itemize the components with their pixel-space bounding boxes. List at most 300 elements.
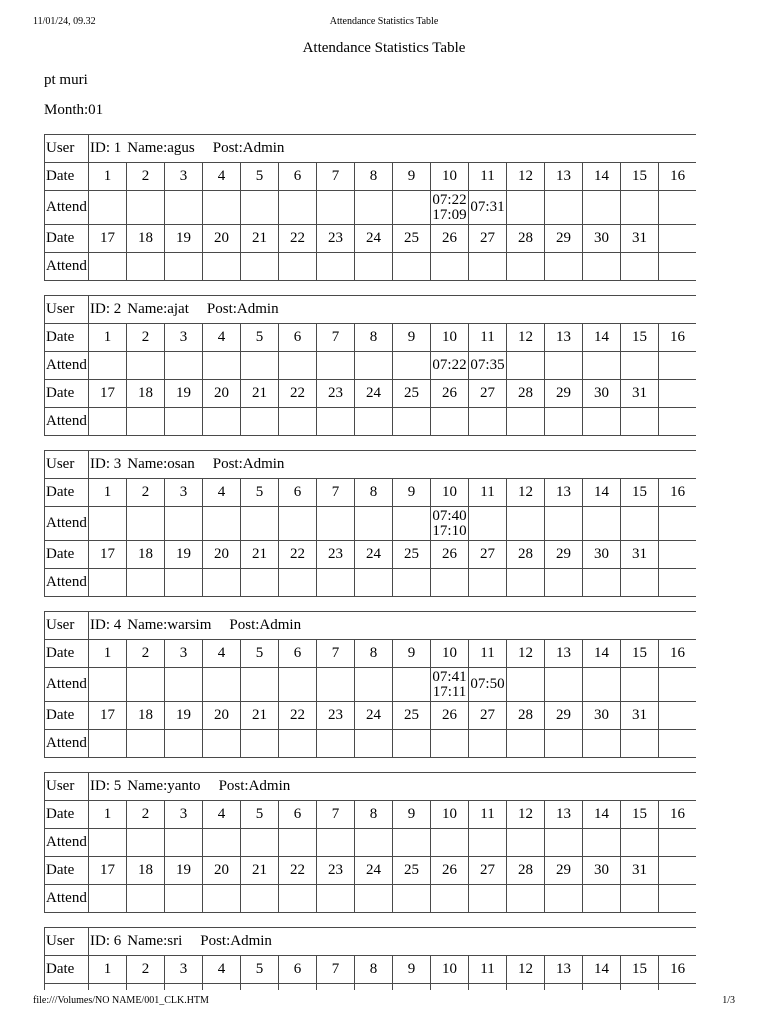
user-label: User	[45, 928, 89, 956]
attend-cell	[393, 253, 431, 281]
attend-cell	[469, 408, 507, 436]
attend-cell	[279, 253, 317, 281]
attend-cell	[317, 352, 355, 380]
user-attendance-table	[44, 450, 696, 597]
day-number: 31	[621, 857, 659, 885]
day-number: 15	[621, 324, 659, 352]
attend-cell	[241, 885, 279, 913]
attend-cell	[165, 885, 203, 913]
attend-cell	[583, 352, 621, 380]
attend-cell	[431, 352, 469, 380]
attend-cell	[203, 408, 241, 436]
day-number: 2	[127, 801, 165, 829]
print-datetime: 11/01/24, 09.32	[33, 16, 96, 27]
day-number: 8	[355, 324, 393, 352]
day-number: 26	[431, 857, 469, 885]
attend-cell	[621, 352, 659, 380]
attend-label: Attend	[45, 668, 89, 702]
day-number: 17	[89, 380, 127, 408]
attend-label: Attend	[45, 885, 89, 913]
attend-cell	[317, 253, 355, 281]
attend-cell	[279, 352, 317, 380]
attend-cell	[203, 507, 241, 541]
attend-cell	[469, 829, 507, 857]
attend-cell	[621, 507, 659, 541]
attend-cell	[355, 191, 393, 225]
day-number: 14	[583, 479, 621, 507]
attend-cell	[469, 885, 507, 913]
attend-cell	[317, 730, 355, 758]
day-number	[659, 702, 696, 730]
day-number: 23	[317, 541, 355, 569]
attend-cell	[127, 408, 165, 436]
attend-time: 07:40	[432, 507, 467, 524]
day-number: 3	[165, 956, 203, 984]
attend-cell	[317, 507, 355, 541]
day-number: 7	[317, 956, 355, 984]
date-label: Date	[45, 163, 89, 191]
day-number: 21	[241, 225, 279, 253]
day-number: 6	[279, 479, 317, 507]
attend-cell	[241, 668, 279, 702]
day-number	[659, 380, 696, 408]
day-number: 28	[507, 702, 545, 730]
attend-cell	[89, 829, 127, 857]
attend-cell	[355, 984, 393, 990]
day-number: 10	[431, 640, 469, 668]
attend-cell	[165, 730, 203, 758]
day-number: 1	[89, 324, 127, 352]
user-attendance-table	[44, 134, 696, 281]
attend-cell	[431, 829, 469, 857]
day-number: 10	[431, 163, 469, 191]
day-number: 11	[469, 163, 507, 191]
day-number: 13	[545, 163, 583, 191]
attend-cell	[127, 984, 165, 990]
attend-cell	[431, 191, 469, 225]
attend-cell	[659, 829, 696, 857]
day-number: 21	[241, 702, 279, 730]
day-number: 17	[89, 541, 127, 569]
attend-cell	[659, 569, 696, 597]
attend-time: 17:09	[432, 206, 467, 223]
day-number: 12	[507, 640, 545, 668]
day-number: 16	[659, 163, 696, 191]
user-label: User	[45, 451, 89, 479]
attend-cell	[545, 253, 583, 281]
attend-time: 07:31	[470, 199, 505, 215]
attend-cell	[279, 507, 317, 541]
attend-cell	[279, 984, 317, 990]
day-number: 29	[545, 702, 583, 730]
attend-cell	[393, 668, 431, 702]
user-info	[89, 451, 696, 479]
day-number: 15	[621, 163, 659, 191]
date-label: Date	[45, 857, 89, 885]
attend-cell	[621, 253, 659, 281]
day-number: 24	[355, 380, 393, 408]
day-number: 20	[203, 380, 241, 408]
attend-label: Attend	[45, 191, 89, 225]
attend-cell	[659, 253, 696, 281]
day-number: 7	[317, 479, 355, 507]
day-number	[659, 857, 696, 885]
day-number: 19	[165, 702, 203, 730]
attend-time: 07:22	[432, 357, 467, 373]
attend-cell	[659, 507, 696, 541]
attend-cell	[89, 730, 127, 758]
attend-cell	[241, 352, 279, 380]
attend-cell	[431, 569, 469, 597]
day-number: 25	[393, 702, 431, 730]
attend-label: Attend	[45, 569, 89, 597]
user-info	[89, 296, 696, 324]
attend-time: 07:50	[470, 676, 505, 692]
day-number: 6	[279, 163, 317, 191]
attend-cell	[89, 507, 127, 541]
user-name: Name:yanto	[127, 778, 201, 794]
day-number: 21	[241, 857, 279, 885]
day-number: 20	[203, 857, 241, 885]
attend-cell	[165, 829, 203, 857]
day-number: 12	[507, 163, 545, 191]
attend-cell	[431, 885, 469, 913]
day-number: 7	[317, 801, 355, 829]
attend-cell	[89, 668, 127, 702]
day-number	[659, 225, 696, 253]
day-number: 3	[165, 479, 203, 507]
attend-cell	[355, 507, 393, 541]
attend-cell	[241, 191, 279, 225]
day-number: 4	[203, 801, 241, 829]
attend-cell	[545, 984, 583, 990]
day-number: 8	[355, 163, 393, 191]
user-attendance-table	[44, 295, 696, 436]
attend-cell	[545, 730, 583, 758]
day-number: 23	[317, 857, 355, 885]
attend-cell	[507, 408, 545, 436]
attend-cell	[507, 507, 545, 541]
day-number: 5	[241, 801, 279, 829]
attend-cell	[507, 569, 545, 597]
day-number: 27	[469, 225, 507, 253]
day-number: 5	[241, 163, 279, 191]
day-number: 8	[355, 801, 393, 829]
attend-cell	[127, 569, 165, 597]
day-number: 2	[127, 479, 165, 507]
day-number: 22	[279, 857, 317, 885]
attend-cell	[621, 730, 659, 758]
day-number: 19	[165, 857, 203, 885]
attend-cell	[165, 191, 203, 225]
attend-cell	[431, 668, 469, 702]
day-number: 30	[583, 225, 621, 253]
day-number: 11	[469, 324, 507, 352]
attend-cell	[659, 352, 696, 380]
user-name: Name:ajat	[127, 301, 189, 317]
attend-time: 17:11	[432, 683, 467, 700]
day-number: 24	[355, 541, 393, 569]
attend-cell	[583, 191, 621, 225]
attend-cell	[431, 730, 469, 758]
attend-cell	[165, 507, 203, 541]
attend-cell	[203, 668, 241, 702]
attend-cell	[241, 408, 279, 436]
attend-cell	[545, 668, 583, 702]
day-number: 2	[127, 163, 165, 191]
user-attendance-table	[44, 927, 696, 990]
day-number: 29	[545, 857, 583, 885]
attend-cell	[165, 253, 203, 281]
company-name: pt muri	[44, 72, 88, 88]
attend-cell	[583, 984, 621, 990]
day-number: 28	[507, 541, 545, 569]
date-label: Date	[45, 225, 89, 253]
user-attendance-table	[44, 611, 696, 758]
attend-cell	[507, 829, 545, 857]
attend-cell	[89, 352, 127, 380]
attend-label: Attend	[45, 408, 89, 436]
day-number: 12	[507, 801, 545, 829]
attend-cell	[621, 829, 659, 857]
attend-cell	[507, 352, 545, 380]
day-number: 24	[355, 857, 393, 885]
day-number: 11	[469, 956, 507, 984]
attend-cell	[317, 668, 355, 702]
print-header-title: Attendance Statistics Table	[329, 16, 439, 27]
day-number: 14	[583, 801, 621, 829]
day-number: 12	[507, 479, 545, 507]
day-number: 29	[545, 380, 583, 408]
day-number: 10	[431, 801, 469, 829]
user-post: Post:Admin	[200, 933, 272, 949]
attend-cell	[165, 668, 203, 702]
attend-cell	[317, 829, 355, 857]
day-number	[659, 541, 696, 569]
user-info	[89, 773, 696, 801]
attend-cell	[89, 569, 127, 597]
day-number: 3	[165, 640, 203, 668]
attend-cell	[621, 569, 659, 597]
day-number: 29	[545, 541, 583, 569]
day-number: 14	[583, 640, 621, 668]
attend-cell	[355, 408, 393, 436]
day-number: 2	[127, 956, 165, 984]
attend-label: Attend	[45, 253, 89, 281]
attend-cell	[127, 253, 165, 281]
page-number: 1/3	[722, 995, 735, 1006]
attend-cell	[621, 408, 659, 436]
attend-cell	[127, 191, 165, 225]
day-number: 9	[393, 163, 431, 191]
attend-cell	[545, 885, 583, 913]
day-number: 18	[127, 541, 165, 569]
user-id: ID: 6	[90, 933, 122, 949]
day-number: 11	[469, 801, 507, 829]
attend-cell	[659, 668, 696, 702]
attend-cell	[355, 352, 393, 380]
attend-time: 07:35	[470, 357, 505, 373]
day-number: 22	[279, 702, 317, 730]
day-number: 11	[469, 479, 507, 507]
user-name: Name:osan	[127, 456, 195, 472]
day-number: 25	[393, 541, 431, 569]
day-number: 19	[165, 380, 203, 408]
user-attendance-table	[44, 772, 696, 913]
day-number: 31	[621, 225, 659, 253]
day-number: 25	[393, 857, 431, 885]
user-post: Post:Admin	[212, 140, 285, 156]
attend-cell	[203, 885, 241, 913]
day-number: 16	[659, 479, 696, 507]
attend-cell	[165, 569, 203, 597]
date-label: Date	[45, 324, 89, 352]
attend-cell	[583, 885, 621, 913]
attend-cell	[203, 984, 241, 990]
day-number: 31	[621, 380, 659, 408]
day-number: 20	[203, 541, 241, 569]
day-number: 31	[621, 541, 659, 569]
day-number: 15	[621, 801, 659, 829]
day-number: 5	[241, 640, 279, 668]
attend-cell	[659, 408, 696, 436]
day-number: 16	[659, 324, 696, 352]
day-number: 26	[431, 380, 469, 408]
attend-cell	[165, 352, 203, 380]
attend-cell	[127, 352, 165, 380]
attend-cell	[393, 569, 431, 597]
date-label: Date	[45, 801, 89, 829]
day-number: 21	[241, 380, 279, 408]
user-post: Post:Admin	[212, 456, 285, 472]
day-number: 28	[507, 225, 545, 253]
attend-cell	[203, 191, 241, 225]
attend-cell	[355, 885, 393, 913]
attend-cell	[203, 253, 241, 281]
day-number: 4	[203, 640, 241, 668]
month-label: Month:01	[44, 102, 104, 118]
attend-cell	[127, 885, 165, 913]
attend-time: 07:22	[432, 191, 467, 208]
attend-cell	[203, 730, 241, 758]
day-number: 30	[583, 541, 621, 569]
attend-cell	[583, 408, 621, 436]
attend-cell	[241, 569, 279, 597]
user-info	[89, 928, 696, 956]
day-number: 19	[165, 225, 203, 253]
day-number: 9	[393, 956, 431, 984]
user-info	[89, 135, 696, 163]
day-number: 13	[545, 640, 583, 668]
attend-cell	[507, 191, 545, 225]
attend-cell	[659, 984, 696, 990]
attend-cell	[393, 408, 431, 436]
attend-cell	[317, 984, 355, 990]
day-number: 5	[241, 479, 279, 507]
attend-label: Attend	[45, 352, 89, 380]
attend-cell	[241, 829, 279, 857]
attend-cell	[89, 253, 127, 281]
day-number: 1	[89, 163, 127, 191]
user-name: Name:warsim	[127, 617, 212, 633]
attend-time: 17:10	[432, 522, 467, 539]
day-number: 18	[127, 380, 165, 408]
attend-cell	[621, 885, 659, 913]
attend-cell	[507, 253, 545, 281]
day-number: 5	[241, 956, 279, 984]
attend-cell	[583, 569, 621, 597]
day-number: 30	[583, 702, 621, 730]
day-number: 10	[431, 324, 469, 352]
attend-cell	[279, 569, 317, 597]
day-number: 20	[203, 702, 241, 730]
day-number: 29	[545, 225, 583, 253]
attend-cell	[203, 352, 241, 380]
day-number: 8	[355, 956, 393, 984]
date-label: Date	[45, 702, 89, 730]
attend-time: 07:41	[432, 668, 467, 685]
attend-cell	[507, 984, 545, 990]
attend-cell	[279, 885, 317, 913]
day-number: 13	[545, 956, 583, 984]
day-number: 18	[127, 225, 165, 253]
day-number: 23	[317, 702, 355, 730]
attend-label: Attend	[45, 829, 89, 857]
attend-cell	[431, 253, 469, 281]
day-number: 22	[279, 380, 317, 408]
user-tables	[44, 134, 696, 990]
attend-cell	[393, 191, 431, 225]
attend-cell	[545, 408, 583, 436]
day-number: 6	[279, 640, 317, 668]
day-number: 25	[393, 225, 431, 253]
file-path: file:///Volumes/NO NAME/001_CLK.HTM	[33, 995, 209, 1006]
day-number: 31	[621, 702, 659, 730]
user-post: Post:Admin	[229, 617, 302, 633]
attend-cell	[469, 730, 507, 758]
day-number: 1	[89, 640, 127, 668]
attend-cell	[469, 668, 507, 702]
day-number: 16	[659, 801, 696, 829]
day-number: 2	[127, 324, 165, 352]
attend-cell	[279, 191, 317, 225]
day-number: 28	[507, 857, 545, 885]
attend-cell	[583, 253, 621, 281]
day-number: 24	[355, 225, 393, 253]
day-number: 17	[89, 225, 127, 253]
day-number: 4	[203, 479, 241, 507]
attend-cell	[241, 507, 279, 541]
attend-cell	[545, 352, 583, 380]
day-number: 13	[545, 324, 583, 352]
day-number: 1	[89, 801, 127, 829]
day-number: 10	[431, 956, 469, 984]
attend-cell	[279, 730, 317, 758]
day-number: 30	[583, 380, 621, 408]
user-name: Name:agus	[127, 140, 195, 156]
day-number: 15	[621, 640, 659, 668]
day-number: 11	[469, 640, 507, 668]
attend-cell	[165, 408, 203, 436]
attend-cell	[393, 730, 431, 758]
attend-cell	[545, 569, 583, 597]
attend-cell	[469, 984, 507, 990]
attend-cell	[317, 191, 355, 225]
day-number: 23	[317, 380, 355, 408]
day-number: 26	[431, 702, 469, 730]
day-number: 20	[203, 225, 241, 253]
day-number: 7	[317, 324, 355, 352]
